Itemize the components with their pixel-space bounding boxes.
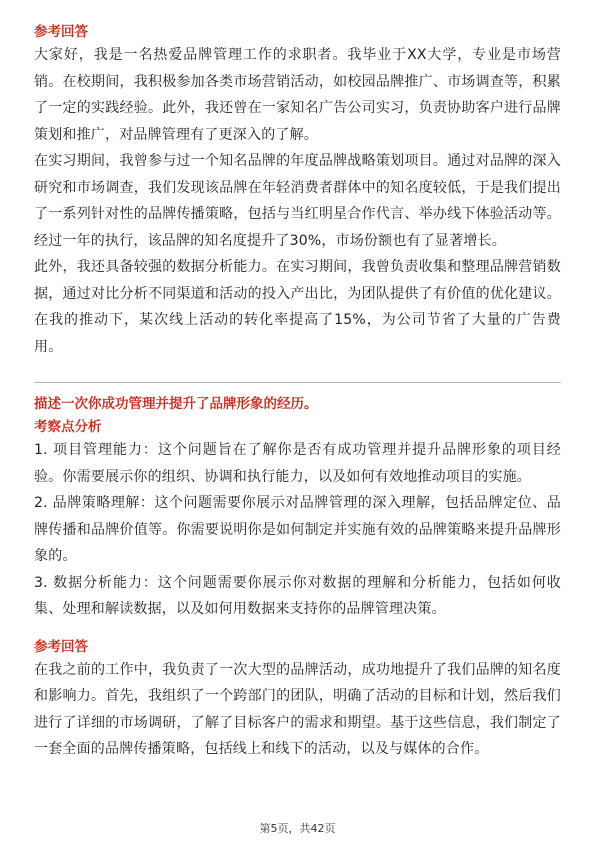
analysis-heading: 考察点分析 [34,419,102,435]
answer-paragraph: 在我之前的工作中，我负责了一次大型的品牌活动，成功地提升了我们品牌的知名度和影响力。首先，我组织了一个跨部门的团队，明确了活动的目标和计划，然后我们进行了详细的市场调研，了解了目标客户的需求和期望。基于这些信息，我们制定了一套全面的品牌传播策略，包括线上和线下的活动，以及与媒体的合作。 [34,661,561,757]
section-divider [34,382,561,383]
page-number: 第5页，共42页 [259,822,336,835]
answer-paragraph: 大家好，我是一名热爱品牌管理工作的求职者。我毕业于XX大学，专业是市场营销。在校期间，我积极参加各类市场营销活动，如校园品牌推广、市场调查等，积累了一定的实践经验。此外，我还曾在一家知名广告公司实习，负责协助客户进行品牌策划和推广，对品牌管理有了更深入的了解。 [34,47,561,143]
analysis-item: 2. 品牌策略理解：这个问题需要你展示对品牌管理的深入理解，包括品牌定位、品牌传播和品牌价值等。你需要说明你是如何制定并实施有效的品牌策略来提升品牌形象的。 [34,495,561,564]
answer-paragraph: 在实习期间，我曾参与过一个知名品牌的年度品牌战略策划项目。通过对品牌的深入研究和市场调查，我们发现该品牌在年轻消费者群体中的知名度较低，于是我们提出了一系列针对性的品牌传播策略，包括与当红明星合作代言、举办线下体验活动等。经过一年的执行，该品牌的知名度提升了30%，市场份额也有了显著增长。 [34,153,561,249]
answer-paragraph: 此外，我还具备较强的数据分析能力。在实习期间，我曾负责收集和整理品牌营销数据，通过对比分析不同渠道和活动的投入产出比，为团队提供了有价值的优化建议。在我的推动下，某次线上活动的转化率提高了15%，为公司节省了大量的广告费用。 [34,259,561,355]
document-body [34,22,561,763]
analysis-item: 3. 数据分析能力：这个问题需要你展示你对数据的理解和分析能力，包括如何收集、处理和解读数据，以及如何用数据来支持你的品牌管理决策。 [34,574,561,617]
reference-answer-heading: 参考回答 [34,638,88,655]
interview-question: 描述一次你成功管理并提升了品牌形象的经历。 [34,396,318,412]
analysis-item: 1. 项目管理能力：这个问题旨在了解你是否有成功管理并提升品牌形象的项目经验。你需要展示你的组织、协调和执行能力，以及如何有效地推动项目的实施。 [34,442,561,485]
reference-answer-heading: 参考回答 [34,24,88,40]
